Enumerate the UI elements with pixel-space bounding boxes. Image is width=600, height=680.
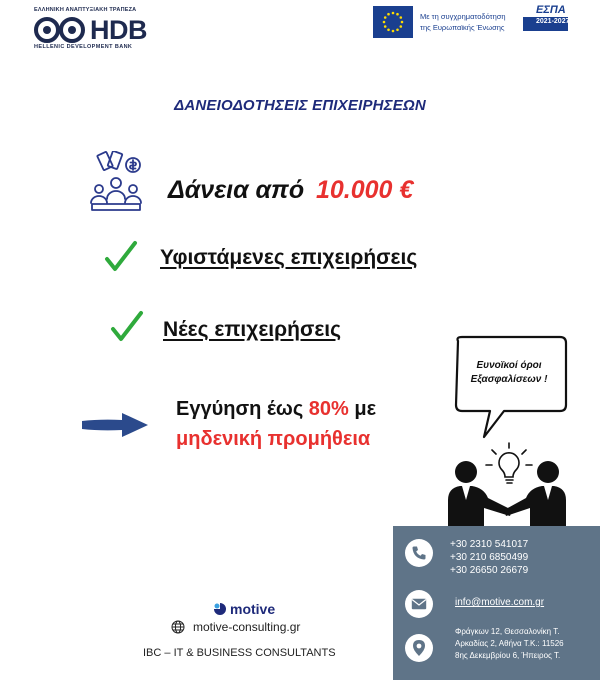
globe-icon xyxy=(171,620,185,634)
page-heading: ΔΑΝΕΙΟΔΟΤΗΣΕΙΣ ΕΠΙΧΕΙΡΗΣΕΩΝ xyxy=(174,97,426,114)
guarantee-percent: 80% xyxy=(308,398,349,420)
arrow-right-icon xyxy=(80,410,150,445)
hdb-bottom-text: HELLENIC DEVELOPMENT BANK xyxy=(34,44,133,50)
website-link[interactable]: motive-consulting.gr xyxy=(193,620,301,634)
email-icon xyxy=(405,590,433,618)
address-line: 8ης Δεκεμβρίου 6, Ήπειρος Τ. xyxy=(455,651,561,660)
checkmark-icon xyxy=(110,310,144,349)
new-businesses-text: Νέες επιχειρήσεις xyxy=(163,318,342,341)
checkmark-icon xyxy=(104,240,138,279)
guarantee-suffix: με xyxy=(354,398,377,420)
bubble-line-2: Εξασφαλίσεων ! xyxy=(470,374,548,385)
phone-number[interactable]: +30 26650 26679 xyxy=(450,565,529,576)
email-link[interactable]: info@motive.com.gr xyxy=(455,597,545,608)
motive-brand: motive xyxy=(230,601,276,617)
motive-logo xyxy=(213,601,275,617)
espa-wordmark: ΕΣΠΑ xyxy=(536,4,566,16)
speech-bubble-text xyxy=(453,359,565,387)
phone-number[interactable]: +30 2310 541017 xyxy=(450,539,529,550)
business-loan-icon xyxy=(88,151,144,218)
guarantee-line-1 xyxy=(176,398,376,421)
speech-bubble xyxy=(440,333,580,448)
loans-label: Δάνεια από xyxy=(168,176,305,204)
hdb-top-text: ΕΛΛΗΝΙΚΗ ΑΝΑΠΤΥΞΙΑΚΗ ΤΡΑΠΕΖΑ xyxy=(34,7,137,13)
existing-businesses-text: Υφιστάμενες επιχειρήσεις xyxy=(160,246,418,269)
loans-amount: 10.000 € xyxy=(316,176,414,204)
eu-flag-icon xyxy=(373,6,413,38)
phone-icon xyxy=(405,539,433,567)
company-tagline: IBC – IT & BUSINESS CONSULTANTS xyxy=(143,647,336,659)
address-line: Αρκαδίας 2, Αθήνα Τ.Κ.: 11526 xyxy=(455,639,564,648)
addresses xyxy=(455,626,564,662)
motive-logo-icon xyxy=(213,602,227,616)
eu-line-2: της Ευρωπαϊκής Ένωσης xyxy=(420,23,505,32)
phone-number[interactable]: +30 210 6850499 xyxy=(450,552,529,563)
bubble-line-1: Ευνοϊκοί όροι xyxy=(476,360,542,371)
website-row xyxy=(171,620,300,634)
guarantee-line-2: μηδενική προμήθεια xyxy=(176,428,371,450)
guarantee-prefix: Εγγύηση έως xyxy=(176,398,304,420)
hdb-infinity-icon xyxy=(34,17,88,43)
eu-cofunding-text xyxy=(420,11,506,33)
phone-numbers xyxy=(450,538,528,577)
location-pin-icon xyxy=(405,634,433,662)
hdb-wordmark: HDB xyxy=(90,15,147,45)
address-line: Φράγκων 12, Θεσσαλονίκη Τ. xyxy=(455,627,560,636)
eu-line-1: Με τη συγχρηματοδότηση xyxy=(420,12,506,21)
espa-years: 2021-2027 xyxy=(536,18,570,25)
handshake-illustration xyxy=(440,440,600,535)
